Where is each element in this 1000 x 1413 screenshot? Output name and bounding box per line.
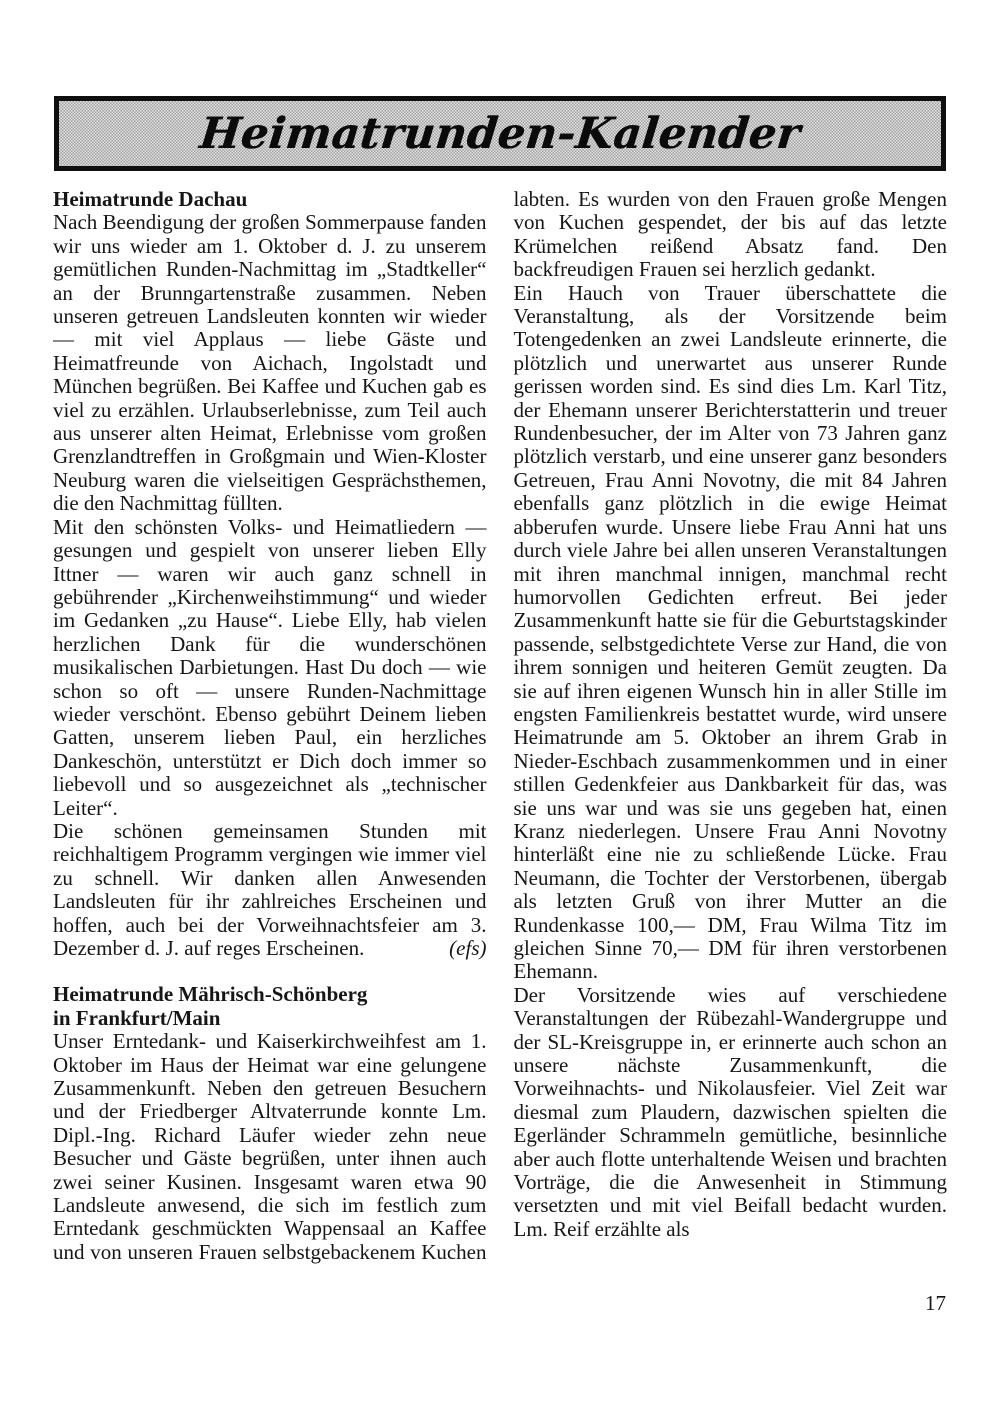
article-heading-text: Heimatrunde Dachau [53,188,248,211]
article-heading [53,188,487,211]
article-paragraph: Unser Erntedank- und Kaiserkirchweihfest am 1. Oktober im Haus der Heimat war eine gelungene Zusammenkunft. Neben den getreuen Besuchern und der Friedberger Altvaterrunde konnte Lm. Dipl.-Ing. Richard Läufer wieder zehn neue Besucher und Gäste begrüßen, unter ihnen auch zwei seiner Kusinen. Insgesamt waren etwa 90 Landsleute anwesend, die sich im festlich zum Erntedank geschmückten Wappensaal an Kaffee und von unseren Frauen selbstgebackenem Kuchen labten. Es wurden von den Frauen große Mengen von Kuchen gespendet, der bis auf das letzte Krümelchen reißend Absatz fand. Den backfreudigen Frauen sei herzlich gedankt. [53,188,947,1264]
header-banner [54,96,946,171]
article-paragraph-text: Die schönen gemeinsamen Stunden mit reichhaltigem Programm vergingen wie immer viel zu schnell. Wir danken allen Anwesenden Landsleuten für ihr zahlreiches Erscheinen und hoffen, auch bei der Vorweihnachtsfeier am 3. Dezember d. J. auf reges Erscheinen. [53,818,487,960]
article-paragraph [53,820,487,960]
article-heading [53,983,487,1030]
article-paragraph: Ein Hauch von Trauer überschattete die Veranstaltung, als der Vorsitzende beim Totengedenken an zwei Landsleute erinnerte, die plötzlich und unerwartet aus unserer Runde gerissen worden sind. Es sind dies Lm. Karl Titz, der Ehemann unserer Berichterstatterin und treuer Rundenbesucher, der im Alter von 73 Jahren ganz plötzlich verstarb, und eine unserer ganz besonders Getreuen, Frau Anni Novotny, die mit 84 Jahren ebenfalls ganz plötzlich in die ewige Heimat abberufen wurde. Unsere liebe Frau Anni hat uns durch viele Jahre bei allen unseren Veranstaltungen mit ihren manchmal innigen, manchmal recht humorvollen Gedichten erfreut. Bei jeder Zusammenkunft hatte sie für die Geburtstagskinder passende, selbstgedichtete Verse zur Hand, die von ihrem sonnigen und heiteren Gemüt zeugten. Da sie auf ihren eigenen Wunsch hin in aller Stille im engsten Familienkreis bestattet wurde, wird unsere Heimatrunde am 5. Oktober an ihrem Grab in Nieder-Eschbach zusammenkommen und in einer stillen Gedenkfeier aus Dankbarkeit für das, was sie uns war und was sie uns gegeben hat, einen Kranz niederlegen. Unsere Frau Anni Novotny hinterläßt eine nie zu schließende Lücke. Frau Neumann, die Tochter der Verstorbenen, übergab als letzten Gruß von ihrer Mutter an die Rundenkasse 100,— DM, Frau Wilma Titz im gleichen Sinne 70,— DM für ihren verstorbenen Ehemann. [513,280,947,984]
article-heading-text: Heimatrunde Mährisch-Schönberg [53,982,368,1007]
author-initials: (efs) [449,936,487,960]
article-paragraph: Der Vorsitzende wies auf verschiedene Veranstaltungen der Rübezahl-Wandergruppe und der SL-Kreisgruppe in, er erinnerte auch schon an unsere nächste Zusammenkunft, die Vorweihnachts- und Nikolausfeier. Viel Zeit war diesmal zum Plaudern, dazwischen spielten die Egerländer Schrammeln gemütliche, besinnliche aber auch flotte unterhaltende Weisen und brachten Vorträge, die die Anwesenheit in Stimmung versetzten und mit viel Beifall bedacht wurden. Lm. Reif erzählte als [513,982,947,1241]
banner-title: Heimatrunden-Kalender [197,108,803,159]
page-number: 17 [925,1291,946,1315]
article-heading-subline: in Frankfurt/Main [53,1005,221,1030]
article-heimatrunde-dachau [53,188,487,960]
article-paragraph: Mit den schönsten Volks- und Heimatliedern — gesungen und gespielt von unserer lieben Elly Ittner — waren wir auch ganz schnell in gebührender „Kirchenweihstimmung“ und wieder im Gedanken „zu Hause“. Liebe Elly, hab vielen herzlichen Dank für die wunderschönen musikalischen Darbietungen. Hast Du doch — wie schon so oft — unsere Runden-Nachmittage wieder verschönt. Ebenso gebührt Deinem lieben Gatten, unserem lieben Paul, ein herzliches Dankeschön, unterstützt er Dich doch immer so liebevoll und so ausgezeichnet als „technischer Leiter“. [53,514,487,820]
article-paragraph: Nach Beendigung der großen Sommerpause fanden wir uns wieder am 1. Oktober d. J. zu unserem gemütlichen Runden-Nachmittag im „Stadtkeller“ an der Brunngartenstraße zusammen. Neben unseren getreuen Landsleuten konnten wir wieder — mit viel Applaus — liebe Gäste und Heimatfreunde von Aichach, Ingolstadt und München begrüßen. Bei Kaffee und Kuchen gab es viel zu erzählen. Urlaubserlebnisse, zum Teil auch aus unserer alten Heimat, Erlebnisse vom großen Grenzlandtreffen in Großgmain und Wien-Kloster Neuburg waren die vielseitigen Gesprächsthemen, die den Nachmittag füllten. [53,210,487,516]
article-columns [53,188,947,1278]
